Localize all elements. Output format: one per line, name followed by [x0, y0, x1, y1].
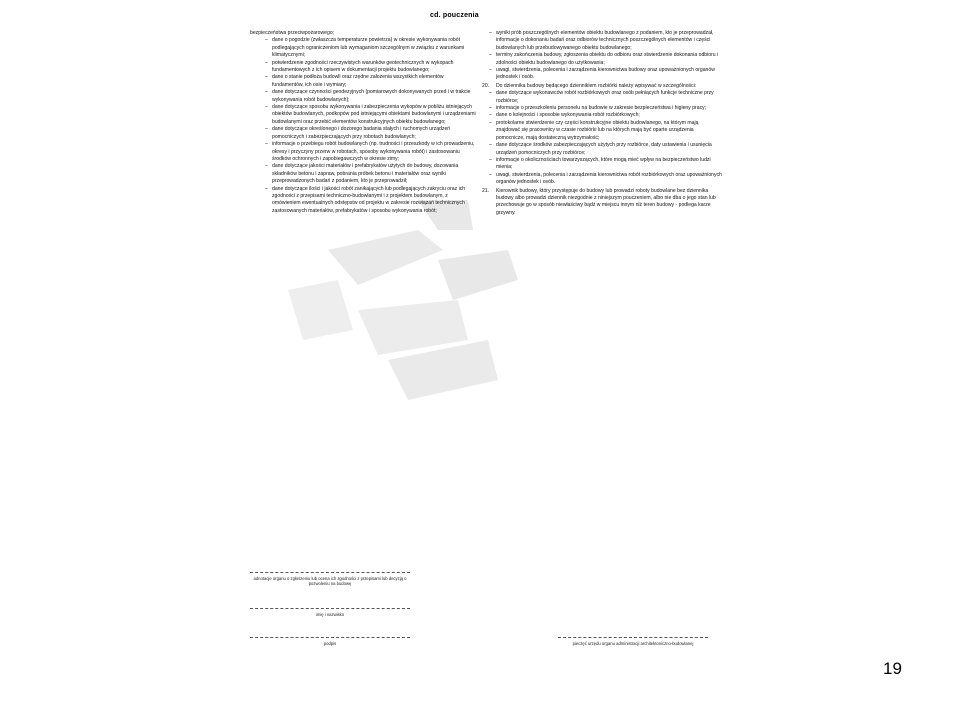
list-item: – informacje o przebiegu robót budowlanych (np. trudności i przeszkody w ich prowadzeniu, okresy i przyczyny przerw w robotach, sposoby wykonywania robót) i zastosowaniu środków ochronnych i zapobiegawczych w okresie zimy; [265, 141, 475, 162]
point-21: 21. Kierownik budowy, który przystępuje do budowy lub prowadzi roboty budowlane bez dziennika budowy albo prowadzi dziennik niezgodnie z niniejszym pouczeniem, albo nie dba o jego stan lub przechowuje go w sposób niewłaściwy bądź w miejscu innym niż teren budowy - podlega karze grzywny. [482, 187, 716, 216]
slide-page-number: 19 [883, 659, 902, 678]
list-item: – dane dotyczące ilości i jakości robót zanikających lub podlegających zakryciu oraz ich zgodności z przepisami techniczno-budowlanymi i z projektem budowlanym, z omówieniem ewentualnych odstępstw od projektu w zakresie rozwiązań technicznych zastosowanych materiałów, prefabrykatów i sposobu wykonywania robót; [265, 185, 466, 214]
list-item: – dane dotyczące środków zabezpieczających użytych przy rozbiórce, daty ustawienia i usunięcia urządzeń pomocniczych przy rozbiórce; [489, 142, 712, 156]
signature-block-notes: adnotacje organu o zgłoszeniu lub ocena ich zgodności z przepisami lub decyzją o pozwoleniu na budowę [250, 572, 410, 586]
list-item: – dane o pogodzie (zwłaszcza temperaturze powietrza) w okresie wykonywania robót podlegających ograniczeniom lub wymaganiom szczególnym w związku z warunkami klimatycznymi; [265, 37, 465, 59]
list-item: – dane dotyczące jakości materiałów i prefabrykatów użytych do budowy, dozowania składników betonu i zapraw, pobrania próbek betonu i materiałów oraz wyniki przeprowadzonych badań z podaniem, kto je przeprowadził; [265, 163, 459, 185]
list-item: – dane dotyczące sposobu wykonywania i zabezpieczenia wykopów w pobliżu istniejących obiektów budowlanych, podkopów pod istniejącymi obiektami budowlanymi i urządzeniami budowlanymi oraz przebić elementów konstrukcyjnych obiektu budowlanego; [265, 104, 476, 125]
watermark-logo [268, 190, 528, 420]
right-column [482, 30, 722, 217]
list-item: – terminy zakończenia budowy, zgłoszenia obiektu do odbioru oraz stwierdzenie dokonania odbioru i zdolności obiektu budowlanego do użytkowania; [489, 52, 719, 66]
list-item: – wyniki prób poszczególnych elementów obiektu budowlanego z podaniem, kto je przeprowadzał, informacje o dokonaniu badań oraz odbiorów technicznych poszczególnych elementów i części budowlanych lub przebudowywanego obiektu budowlanego; [489, 30, 714, 51]
list-item: – protokolarne stwierdzenie czy części konstrukcyjne obiektu budowlanego, na którym mają znajdować się pracownicy w czasie rozbiórki lub na których mają być oparte urządzenia pomocnicze, mają dostateczną wytrzymałość; [489, 119, 699, 141]
list-item: – dane o kolejności i sposobie wykonywania robót rozbiórkowych; [489, 112, 640, 119]
list-item: – informacje o okolicznościach towarzyszących, które mogą mieć wpływ na bezpieczeństwo ludzi mienia; [489, 156, 711, 171]
list-item: – dane dotyczące określonego i dozorego badania stałych i ruchomych urządzeń pomocniczych i zabezpieczających przy robotach budowlanych; [265, 126, 451, 140]
signature-block-stamp: pieczęć urzędu organu administracji architektoniczno-budowlanej [558, 637, 708, 646]
list-item: – uwagi, stwierdzenia, polecenia i zarządzenia kierownictwa robót rozbiórkowych oraz upoważnionych organów jednostek i osób. [489, 171, 722, 186]
signature-block-sign: podpis [250, 637, 410, 646]
left-column [250, 30, 476, 215]
left-intro: bezpieczeństwa przeciwpożarowego; [250, 30, 335, 36]
list-item: – potwierdzenie zgodności rzeczywistych warunków geotechnicznych w wykopach fundamentowych z ich opisem w dokumentacji projektu budowlanego; [265, 59, 454, 74]
signature-block-name: imię i nazwisko [250, 608, 410, 617]
list-item: – dane dotyczące wykonawców robót rozbiórkowych oraz osób pełniących funkcje techniczne przy rozbiórce; [489, 90, 714, 104]
list-item: – dane dotyczące czynności geodezyjnych (pomiarowych dokonywanych przed i w trakcie wykonywania robót budowlanych); [265, 89, 471, 103]
signature-line [250, 572, 410, 573]
signature-line [250, 608, 410, 609]
point-20: 20. Do dziennika budowy będącego dziennikiem rozbiórki należy wpisywać w szczególności: [482, 82, 697, 89]
signature-line [558, 637, 708, 638]
signature-line [250, 637, 410, 638]
list-item: – uwagi, stwierdzenia, polecenia i zarządzenia kierownictwa budowy oraz upoważnionych organów jednostek i osób. [489, 67, 715, 81]
page-title: cd. pouczenia [430, 12, 479, 19]
list-item: – informacje o przeszkoleniu personelu na budowie w zakresie bezpieczeństwa i higieny pracy; [489, 105, 707, 112]
list-item: – dane o stanie podłoża budowli oraz rzędne założenia wszystkich elementów fundamentów, ich osie i wymiary; [265, 74, 444, 88]
